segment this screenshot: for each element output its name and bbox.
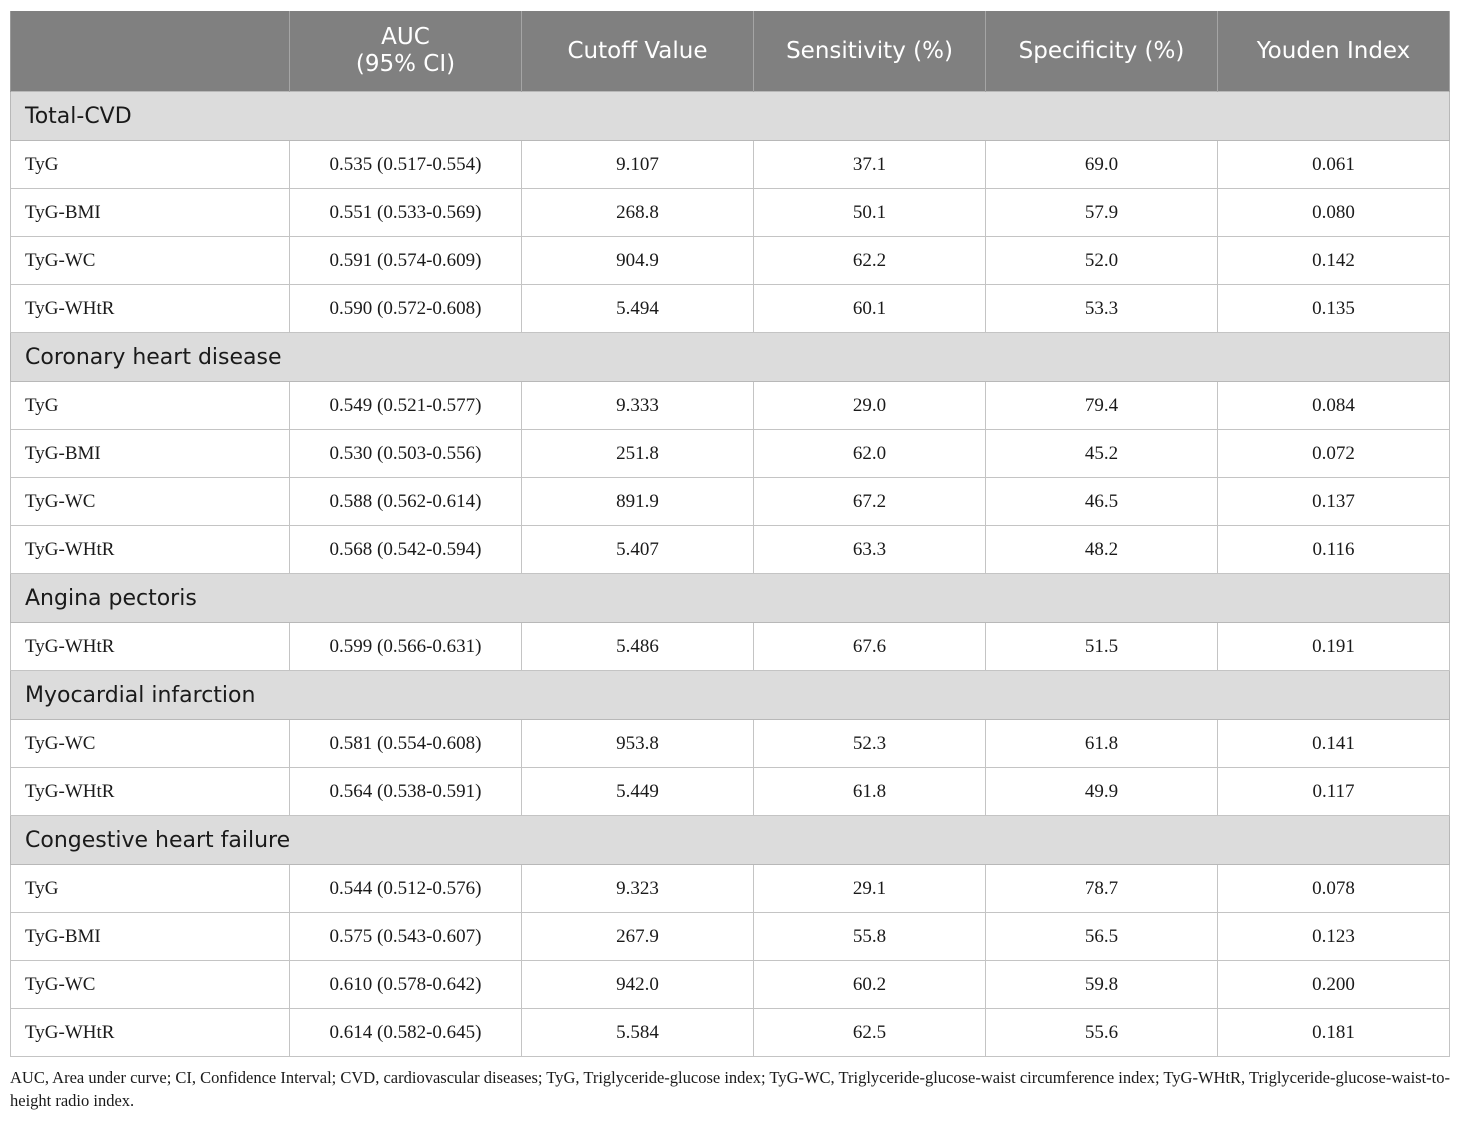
- index-name-cell: TyG-WC: [11, 237, 290, 285]
- youden-index-cell: 0.200: [1218, 961, 1450, 1009]
- results-table-container: [10, 11, 1449, 1057]
- header-auc-line2: (95% CI): [355, 51, 456, 77]
- auc-ci-cell: 0.530 (0.503-0.556): [290, 430, 522, 478]
- table-header: [11, 11, 1450, 92]
- cutoff-value-cell: 9.107: [522, 141, 754, 189]
- index-name-cell: TyG-WC: [11, 961, 290, 1009]
- group-header-row: [11, 816, 1450, 865]
- auc-ci-cell: 0.535 (0.517-0.554): [290, 141, 522, 189]
- youden-index-cell: 0.084: [1218, 382, 1450, 430]
- group-label: Congestive heart failure: [11, 816, 1450, 865]
- table-row: [11, 382, 1450, 430]
- auc-ci-cell: 0.588 (0.562-0.614): [290, 478, 522, 526]
- header-auc-line1: AUC: [381, 24, 430, 50]
- specificity-cell: 51.5: [986, 623, 1218, 671]
- index-name-cell: TyG: [11, 865, 290, 913]
- index-name-cell: TyG-BMI: [11, 430, 290, 478]
- cutoff-value-cell: 942.0: [522, 961, 754, 1009]
- youden-index-cell: 0.137: [1218, 478, 1450, 526]
- header-blank: [11, 11, 290, 92]
- specificity-cell: 53.3: [986, 285, 1218, 333]
- auc-results-table: [10, 11, 1450, 1057]
- youden-index-cell: 0.191: [1218, 623, 1450, 671]
- sensitivity-cell: 67.2: [754, 478, 986, 526]
- auc-ci-cell: 0.549 (0.521-0.577): [290, 382, 522, 430]
- index-name-cell: TyG: [11, 141, 290, 189]
- youden-index-cell: 0.117: [1218, 768, 1450, 816]
- table-row: [11, 720, 1450, 768]
- sensitivity-cell: 62.5: [754, 1009, 986, 1057]
- auc-ci-cell: 0.575 (0.543-0.607): [290, 913, 522, 961]
- header-specificity: Specificity (%): [986, 11, 1218, 92]
- index-name-cell: TyG-WHtR: [11, 526, 290, 574]
- table-footnote: AUC, Area under curve; CI, Confidence Interval; CVD, cardiovascular diseases; TyG, Triglyceride-glucose index; TyG-WC, Triglyceride-glucose-waist circumference index; TyG-WHtR, Triglyceride-glucose-waist-to-height radio index.: [10, 1068, 1450, 1110]
- table-row: [11, 478, 1450, 526]
- cutoff-value-cell: 5.494: [522, 285, 754, 333]
- specificity-cell: 46.5: [986, 478, 1218, 526]
- cutoff-value-cell: 904.9: [522, 237, 754, 285]
- group-label: Myocardial infarction: [11, 671, 1450, 720]
- table-row: [11, 1009, 1450, 1057]
- table-row: [11, 961, 1450, 1009]
- index-name-cell: TyG-WHtR: [11, 285, 290, 333]
- auc-ci-cell: 0.551 (0.533-0.569): [290, 189, 522, 237]
- sensitivity-cell: 37.1: [754, 141, 986, 189]
- group-label: Coronary heart disease: [11, 333, 1450, 382]
- cutoff-value-cell: 891.9: [522, 478, 754, 526]
- youden-index-cell: 0.072: [1218, 430, 1450, 478]
- auc-ci-cell: 0.564 (0.538-0.591): [290, 768, 522, 816]
- header-sensitivity: Sensitivity (%): [754, 11, 986, 92]
- specificity-cell: 57.9: [986, 189, 1218, 237]
- youden-index-cell: 0.080: [1218, 189, 1450, 237]
- auc-ci-cell: 0.591 (0.574-0.609): [290, 237, 522, 285]
- sensitivity-cell: 29.1: [754, 865, 986, 913]
- specificity-cell: 49.9: [986, 768, 1218, 816]
- youden-index-cell: 0.181: [1218, 1009, 1450, 1057]
- sensitivity-cell: 62.0: [754, 430, 986, 478]
- table-row: [11, 526, 1450, 574]
- youden-index-cell: 0.078: [1218, 865, 1450, 913]
- cutoff-value-cell: 251.8: [522, 430, 754, 478]
- sensitivity-cell: 60.1: [754, 285, 986, 333]
- auc-ci-cell: 0.581 (0.554-0.608): [290, 720, 522, 768]
- auc-ci-cell: 0.599 (0.566-0.631): [290, 623, 522, 671]
- auc-ci-cell: 0.544 (0.512-0.576): [290, 865, 522, 913]
- table-row: [11, 865, 1450, 913]
- cutoff-value-cell: 9.333: [522, 382, 754, 430]
- table-row: [11, 285, 1450, 333]
- header-row: [11, 11, 1450, 92]
- table-row: [11, 189, 1450, 237]
- index-name-cell: TyG-BMI: [11, 913, 290, 961]
- youden-index-cell: 0.116: [1218, 526, 1450, 574]
- cutoff-value-cell: 268.8: [522, 189, 754, 237]
- cutoff-value-cell: 267.9: [522, 913, 754, 961]
- auc-ci-cell: 0.610 (0.578-0.642): [290, 961, 522, 1009]
- cutoff-value-cell: 5.584: [522, 1009, 754, 1057]
- youden-index-cell: 0.123: [1218, 913, 1450, 961]
- sensitivity-cell: 52.3: [754, 720, 986, 768]
- table-row: [11, 623, 1450, 671]
- cutoff-value-cell: 5.486: [522, 623, 754, 671]
- table-row: [11, 237, 1450, 285]
- group-header-row: [11, 333, 1450, 382]
- cutoff-value-cell: 953.8: [522, 720, 754, 768]
- specificity-cell: 52.0: [986, 237, 1218, 285]
- auc-ci-cell: 0.568 (0.542-0.594): [290, 526, 522, 574]
- auc-ci-cell: 0.590 (0.572-0.608): [290, 285, 522, 333]
- auc-ci-cell: 0.614 (0.582-0.645): [290, 1009, 522, 1057]
- specificity-cell: 55.6: [986, 1009, 1218, 1057]
- specificity-cell: 48.2: [986, 526, 1218, 574]
- table-row: [11, 913, 1450, 961]
- sensitivity-cell: 60.2: [754, 961, 986, 1009]
- sensitivity-cell: 61.8: [754, 768, 986, 816]
- header-auc: [290, 11, 522, 92]
- specificity-cell: 61.8: [986, 720, 1218, 768]
- group-label: Angina pectoris: [11, 574, 1450, 623]
- group-header-row: [11, 92, 1450, 141]
- cutoff-value-cell: 5.449: [522, 768, 754, 816]
- sensitivity-cell: 62.2: [754, 237, 986, 285]
- table-body: [11, 92, 1450, 1057]
- table-row: [11, 768, 1450, 816]
- table-row: [11, 430, 1450, 478]
- sensitivity-cell: 29.0: [754, 382, 986, 430]
- youden-index-cell: 0.142: [1218, 237, 1450, 285]
- index-name-cell: TyG-WHtR: [11, 623, 290, 671]
- index-name-cell: TyG-WC: [11, 720, 290, 768]
- youden-index-cell: 0.135: [1218, 285, 1450, 333]
- header-cutoff: Cutoff Value: [522, 11, 754, 92]
- specificity-cell: 78.7: [986, 865, 1218, 913]
- youden-index-cell: 0.061: [1218, 141, 1450, 189]
- cutoff-value-cell: 5.407: [522, 526, 754, 574]
- group-header-row: [11, 671, 1450, 720]
- cutoff-value-cell: 9.323: [522, 865, 754, 913]
- index-name-cell: TyG-WHtR: [11, 768, 290, 816]
- specificity-cell: 69.0: [986, 141, 1218, 189]
- sensitivity-cell: 67.6: [754, 623, 986, 671]
- sensitivity-cell: 50.1: [754, 189, 986, 237]
- specificity-cell: 56.5: [986, 913, 1218, 961]
- sensitivity-cell: 55.8: [754, 913, 986, 961]
- youden-index-cell: 0.141: [1218, 720, 1450, 768]
- specificity-cell: 79.4: [986, 382, 1218, 430]
- index-name-cell: TyG-WHtR: [11, 1009, 290, 1057]
- index-name-cell: TyG-WC: [11, 478, 290, 526]
- table-row: [11, 141, 1450, 189]
- header-youden: Youden Index: [1218, 11, 1450, 92]
- group-header-row: [11, 574, 1450, 623]
- index-name-cell: TyG: [11, 382, 290, 430]
- specificity-cell: 45.2: [986, 430, 1218, 478]
- group-label: Total-CVD: [11, 92, 1450, 141]
- index-name-cell: TyG-BMI: [11, 189, 290, 237]
- sensitivity-cell: 63.3: [754, 526, 986, 574]
- specificity-cell: 59.8: [986, 961, 1218, 1009]
